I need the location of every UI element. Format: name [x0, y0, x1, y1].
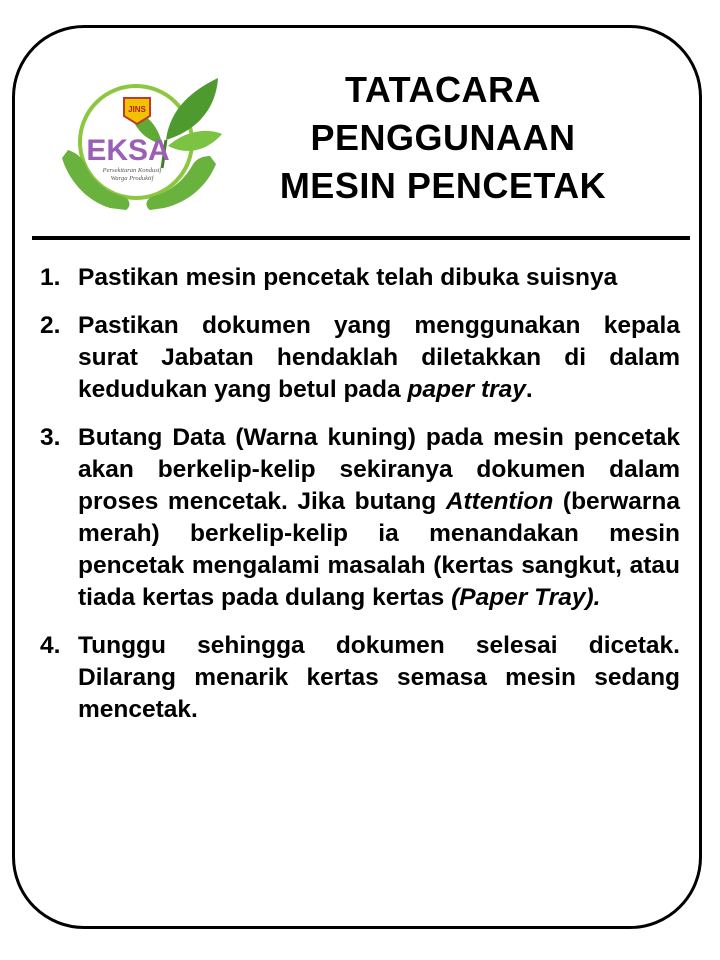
item-italic: (Paper Tray). [451, 584, 601, 611]
page-title [240, 66, 646, 210]
title-line-1: TATACARA [345, 69, 541, 110]
tagline-line2: Warga Produktif [110, 175, 154, 182]
list-item [40, 310, 680, 406]
badge-text: JINS [128, 105, 146, 114]
item-text [78, 310, 680, 406]
item-number: 2. [40, 312, 61, 339]
item-text [78, 422, 680, 614]
title-divider [32, 236, 690, 240]
list-item [40, 262, 680, 294]
item-text-part: (berwarna merah) berkelip-kelip ia menandakan mesin pencetak mengalami masalah (kertas sangkut, atau tiada kertas pada dulang kertas [78, 488, 680, 611]
item-italic: paper tray [407, 376, 526, 403]
list-item [40, 630, 680, 726]
item-text-part: Butang Data (Warna kuning) pada mesin pencetak akan berkelip-kelip sekiranya dokumen dalam proses mencetak. Jika butang [78, 424, 680, 515]
tagline-line1: Persekitaran Kondusif [102, 167, 162, 174]
title-line-3: MESIN PENCETAK [279, 165, 607, 206]
item-number: 3. [40, 424, 61, 451]
eksa-logo [58, 68, 228, 218]
item-text-part: . [525, 376, 533, 403]
title-line-2: PENGGUNAAN [310, 117, 576, 158]
item-number: 1. [40, 264, 61, 291]
item-text-part: Pastikan dokumen yang menggunakan kepala surat Jabatan hendaklah diletakkan di dalam kedudukan yang betul pada [78, 312, 680, 403]
brand-text: EKSA [86, 134, 170, 167]
item-italic: Attention [445, 488, 554, 515]
instruction-list [40, 262, 680, 742]
list-item [40, 422, 680, 614]
item-number: 4. [40, 632, 61, 659]
item-text: Tunggu sehingga dokumen selesai dicetak. Dilarang menarik kertas semasa mesin sedang mencetak. [78, 632, 680, 723]
item-text: Pastikan mesin pencetak telah dibuka suisnya [78, 264, 618, 291]
